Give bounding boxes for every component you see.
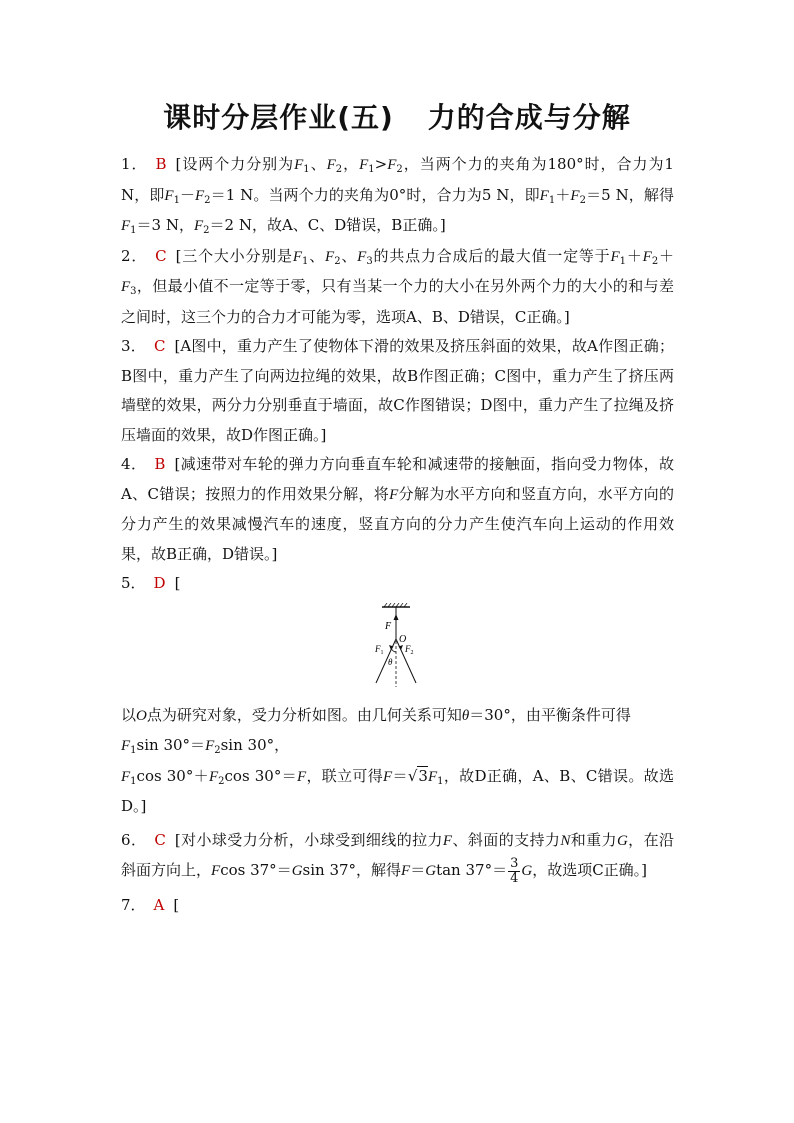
answer-5-text-2: $F_1\sin$ $30^\circ=F_2\sin$ 30°， xyxy=(121,736,290,756)
force-diagram xyxy=(121,603,674,695)
answer-item-2: 2． C [三个大小分别是$F_1$、$F_2$、$F_3$的共点力合成后的最大值一定等于$F_1+F_2+F_3$，但最小值不一定等于零，只有当某一个力的大小在另外两个力的大小的和与差之间时，这三个力的合力才可能为零，选项A、B、D错误，C正确。] xyxy=(121,246,674,326)
answer-item-5: 5． D [ xyxy=(121,574,181,592)
answer-letter: A xyxy=(153,895,165,914)
label-F: F xyxy=(385,620,392,632)
answer-item-3: 3． C [A图中，重力产生了使物体下滑的效果及挤压斜面的效果，故A作图正确；B图中，重力产生了向两边拉绳的效果，故B作图正确；C图中，重力产生了挤压两墙壁的效果，两分力分别垂直于墙面，故C作图错误；D图中，重力产生了拉绳及挤压墙面的效果，故D作图正确。] xyxy=(121,337,674,444)
answer-letter: C xyxy=(153,337,166,355)
answer-letter: B xyxy=(154,455,166,473)
force-diagram-svg xyxy=(360,603,440,693)
answer-letter: B xyxy=(155,155,167,173)
answer-item-1: 1． B [设两个力分别为$F_1$、$F_2$，$F_1>F_2$，当两个力的夹角为180°时，合力为1 N，即$F_1-F_2=1$ N。当两个力的夹角为0°时，合力为5 N，即$F_1+F_2=5$ N，解得$F_1=3$ N，$F_2=2$ N，故A、C、D错误，B正确。] xyxy=(121,155,674,236)
title-topic: 力的合成与分解 xyxy=(427,101,631,134)
label-O: O xyxy=(399,633,407,645)
label-F1: F xyxy=(375,643,381,654)
label-F2: F xyxy=(405,643,411,654)
answer-letter: C xyxy=(155,246,167,265)
answer-content xyxy=(121,150,674,920)
answer-item-6: 6． C [对小球受力分析，小球受到细线的拉力F、斜面的支持力N和重力G，在沿斜面方向上，Fcos 37°＝Gsin 37°，解得F＝Gtan 37°＝ $\frac{3}{4}$ G，故选项C正确。] xyxy=(121,830,674,886)
answer-letter: C xyxy=(154,830,166,849)
answer-5-text-3: $F_1\cos$ $30^\circ+F_2\cos$ 30°＝F，联立可得$F=√3F_1$，故D正确，A、B、C错误。故选D。] xyxy=(121,766,674,815)
label-theta: θ xyxy=(388,656,393,667)
answer-item-4: 4． B [减速带对车轮的弹力方向垂直车轮和减速带的接触面，指向受力物体，故A、C错误；按照力的作用效果分解，将F分解为水平方向和竖直方向，水平方向的分力产生的效果减慢汽车的速度，竖直方向的分力产生使汽车向上运动的作用效果，故B正确，D错误。] xyxy=(121,455,674,563)
answer-item-7: 7． A [ xyxy=(121,895,180,914)
title-main: 课时分层作业(五) xyxy=(163,101,394,134)
svg-text:2: 2 xyxy=(410,649,414,656)
svg-text:1: 1 xyxy=(380,649,384,656)
fraction-3-4: $\frac{3}{4}$ xyxy=(510,855,519,886)
answer-5-text-1: 以O点为研究对象，受力分析如图。由几何关系可知θ＝30°，由平衡条件可得 xyxy=(121,705,631,724)
answer-letter: D xyxy=(153,574,166,592)
page-title xyxy=(0,96,794,136)
